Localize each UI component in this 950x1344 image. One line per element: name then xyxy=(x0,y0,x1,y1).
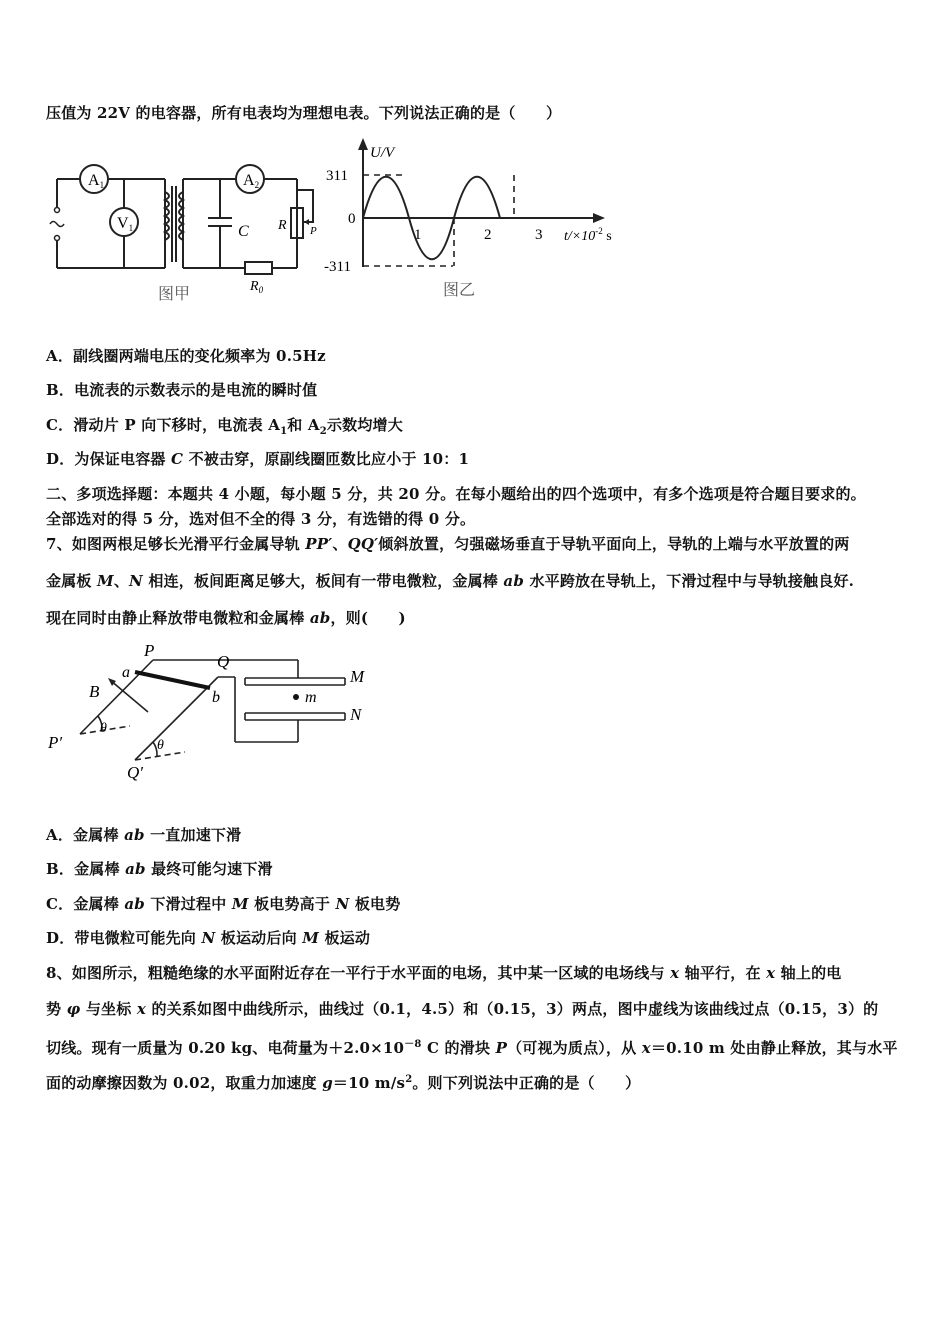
sine-curve xyxy=(363,171,478,271)
q6-option-b: B．电流表的示数表示的是电流的瞬时值 xyxy=(46,381,318,399)
q6-option-c: C．滑动片 P 向下移时，电流表 $A_1$和 $A_2$示数均增大 xyxy=(46,416,403,437)
y-top: 311 xyxy=(326,168,348,184)
voltage-graph xyxy=(318,135,638,310)
circuit-diagram xyxy=(40,150,330,310)
label-p: P xyxy=(144,641,155,660)
label-plate-n: N xyxy=(350,705,362,724)
x-tick-3: 3 xyxy=(535,227,543,243)
q7-line2: 金属板 M、N 相连，板间距离足够大，板间有一带电微粒，金属棒 ab 水平跨放在导轨上，下滑过程中与导轨接触良好. xyxy=(46,572,855,590)
label-p-prime: P′ xyxy=(48,733,63,752)
q6-stem: 压值为 22V 的电容器，所有电表均为理想电表。下列说法正确的是（ ） xyxy=(46,104,562,122)
label-plate-m: M xyxy=(350,667,365,686)
label-q-prime: Q′ xyxy=(127,763,143,782)
ammeter-a1-icon xyxy=(80,165,108,193)
metal-bar-ab xyxy=(135,672,210,688)
y-bottom: -311 xyxy=(324,259,351,275)
svg-text:A2: A2 xyxy=(243,172,260,190)
y-zero: 0 xyxy=(348,211,356,227)
label-mass-m: m xyxy=(305,689,317,706)
label-field-b: B xyxy=(89,682,100,701)
x-tick-2: 2 xyxy=(484,227,492,243)
label-p: P xyxy=(310,225,317,237)
label-r: R xyxy=(278,218,287,233)
label-q: Q xyxy=(217,652,230,671)
charged-particle xyxy=(293,694,299,700)
q8-line1: 8、如图所示，粗糙绝缘的水平面附近存在一平行于水平面的电场，其中某一区域的电场线与 x 轴平行，在 x 轴上的电 xyxy=(46,964,842,982)
voltmeter-v1-icon xyxy=(110,208,138,236)
x-tick-1: 1 xyxy=(414,227,422,243)
section2-line2: 全部选对的得 5 分，选对但不全的得 3 分，有选错的得 0 分。 xyxy=(46,510,476,528)
xlabel: $t/\times 10^{-2}$ s xyxy=(564,226,612,244)
q6-option-d: D．为保证电容器 C 不被击穿，原副线圈匝数比应小于 10：1 xyxy=(46,450,470,468)
label-theta-2: θ xyxy=(157,738,164,753)
q6-option-a: A．副线圈两端电压的变化频率为 0.5Hz xyxy=(46,347,326,365)
label-theta-1: θ xyxy=(100,721,107,736)
q8-line2: 势 φ 与坐标 x 的关系如图中曲线所示，曲线过（0.1，4.5）和（0.15，3）两点，图中虚线为该曲线过点（0.15，3）的 xyxy=(46,1000,879,1018)
q8-line4: 面的动摩擦因数为 0.02，取重力加速度 g＝10 $m/s^2$。则下列说法中正确的是（ ） xyxy=(46,1074,641,1092)
caption-yi: 图乙 xyxy=(443,282,476,299)
label-a: a xyxy=(122,664,130,681)
label-b: b xyxy=(212,689,220,706)
label-r0: $R_0$ xyxy=(250,279,264,295)
rails-diagram xyxy=(40,640,380,785)
label-c: C xyxy=(238,223,249,240)
svg-text:V1: V1 xyxy=(117,215,134,233)
caption-jia: 图甲 xyxy=(158,286,191,303)
q8-line3: 切线。现有一质量为 0.20 kg、电荷量为$+2.0\times 10^{-8}$ C 的滑块 P（可视为质点），从 x＝0.10 m 处由静止释放，其与水平 xyxy=(46,1039,898,1057)
ylabel: U/V xyxy=(370,145,395,161)
section2-line1: 二、多项选择题：本题共 4 小题，每小题 5 分，共 20 分。在每小题给出的四个选项中，有多个选项是符合题目要求的。 xyxy=(46,485,866,503)
q7-option-a: A．金属棒 ab 一直加速下滑 xyxy=(46,826,242,844)
q7-option-c: C．金属棒 ab 下滑过程中 M 板电势高于 N 板电势 xyxy=(46,895,401,913)
q7-line1: 7、如图两根足够长光滑平行金属导轨 PP′、QQ′倾斜放置，匀强磁场垂直于导轨平面向上，导轨的上端与水平放置的两 xyxy=(46,535,850,553)
ac-source-icon xyxy=(50,208,64,241)
ammeter-a2-icon xyxy=(236,165,264,193)
svg-text:A1: A1 xyxy=(88,172,105,190)
q7-line3: 现在同时由静止释放带电微粒和金属棒 ab，则( ) xyxy=(46,609,406,627)
q7-option-b: B．金属棒 ab 最终可能匀速下滑 xyxy=(46,860,273,878)
q7-option-d: D．带电微粒可能先向 N 板运动后向 M 板运动 xyxy=(46,929,371,947)
